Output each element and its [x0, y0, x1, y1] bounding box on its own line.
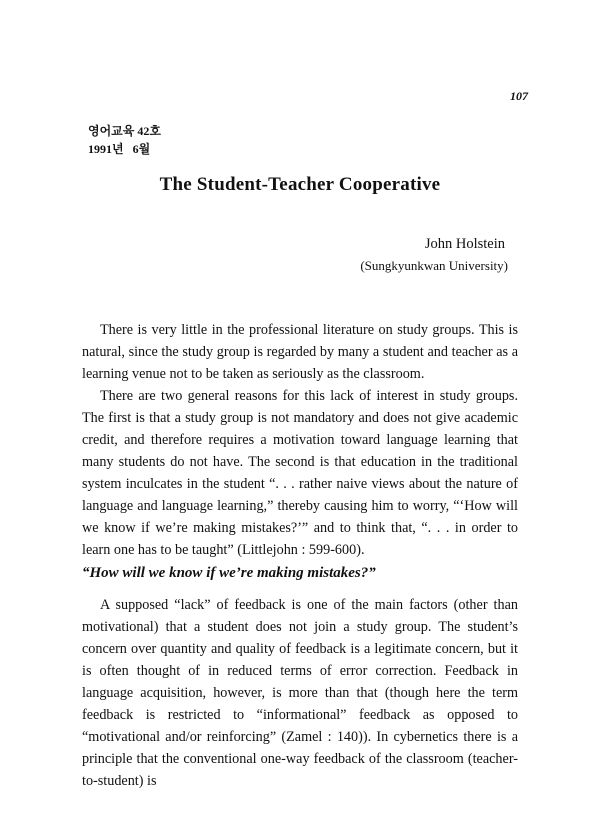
section-heading: “How will we know if we’re making mistakes?”	[82, 565, 376, 581]
journal-volume: 영어교육 42호	[88, 124, 161, 138]
author-affiliation: (Sungkyunkwan University)	[360, 258, 508, 273]
article-title: The Student-Teacher Cooperative	[159, 174, 441, 195]
feedback-section	[82, 594, 518, 792]
page-number: 107	[510, 89, 528, 103]
paragraph: There are two general reasons for this lack of interest in study groups. The first is that a study group is not mandatory and does not give academic credit, and therefore requires a motivation toward language learning that many students do not have. The second is that education in the traditional system inculcates in the student “. . . rather naive views about the nature of language and language learning,” thereby causing him to worry, “‘How will we know if we’re making mistakes?’” and to think that, “. . . in order to learn one has to be taught” (Littlejohn : 599-600).	[82, 388, 518, 558]
author-name: John Holstein	[424, 236, 505, 252]
journal-date: 1991년 6월	[88, 142, 151, 156]
intro-section	[82, 319, 518, 561]
paragraph: There is very little in the professional literature on study groups. This is natural, since the study group is regarded by many a student and teacher as a learning venue not to be taken as seriously as the classroom.	[82, 322, 518, 382]
journal-info	[88, 122, 161, 158]
paragraph: A supposed “lack” of feedback is one of the main factors (other than motivational) that a student does not join a study group. The student’s concern over quantity and quality of feedback is a legitimate concern, but it is often thought of in reduced terms of error correction. Feedback in language acquisition, however, is more than that (though here the term feedback is restricted to “informational” feedback as opposed to “motivational and/or reinforcing” (Zamel : 140)). In cybernetics there is a principle that the conventional one-way feedback of the classroom (teacher-to-student) is	[82, 597, 518, 789]
author-block	[360, 234, 508, 276]
